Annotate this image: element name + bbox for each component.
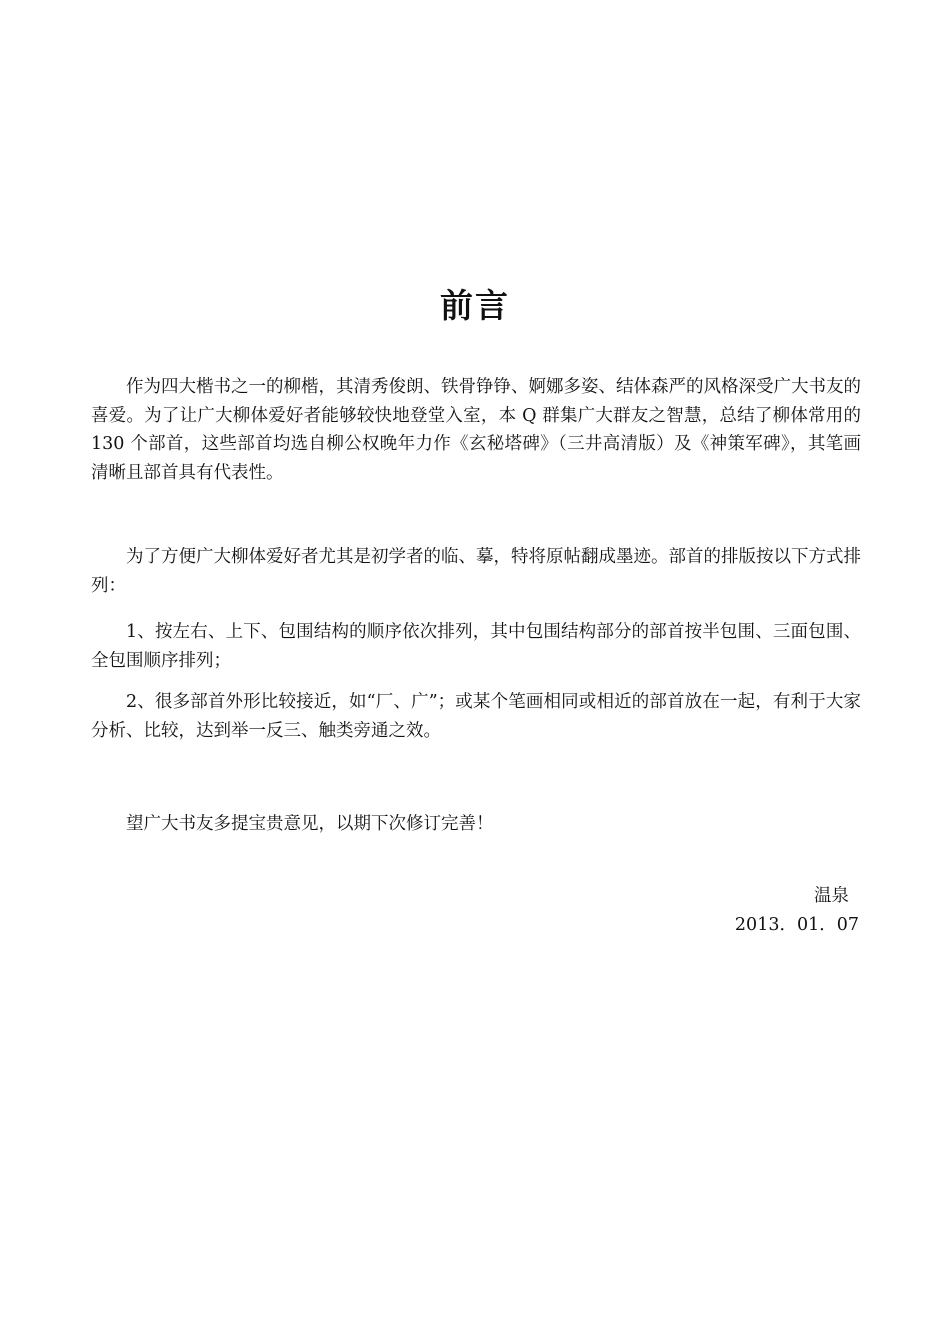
signature-date: 2013．01．07 <box>734 914 859 935</box>
signature-author: 温泉 <box>814 886 849 906</box>
signature-block <box>735 882 859 939</box>
paragraph-rule-1: 1、按左右、上下、包围结构的顺序依次排列，其中包围结构部分的部首按半包围、三面包围、全包围顺序排列； <box>91 622 861 671</box>
paragraph-rule-2: 2、很多部首外形比较接近，如“厂、广”；或某个笔画相同或相近的部首放在一起，有利于大家分析、比较，达到举一反三、触类旁通之效。 <box>91 692 861 741</box>
paragraph-closing: 望广大书友多提宝贵意见，以期下次修订完善！ <box>126 814 494 834</box>
paragraph-purpose: 为了方便广大柳体爱好者尤其是初学者的临、摹，特将原帖翻成墨迹。部首的排版按以下方式排列： <box>91 547 861 596</box>
page-title: 前言 <box>440 286 510 326</box>
paragraph-intro: 作为四大楷书之一的柳楷，其清秀俊朗、铁骨铮铮、婀娜多姿、结体森严的风格深受广大书友的喜爱。为了让广大柳体爱好者能够较快地登堂入室，本 Q 群集广大群友之智慧，总结了柳体常用的 130 个部首，这些部首均选自柳公权晚年力作《玄秘塔碑》（三井高清版）及《神策军碑》，其笔画清晰且部首具有代表性。 <box>91 377 861 483</box>
